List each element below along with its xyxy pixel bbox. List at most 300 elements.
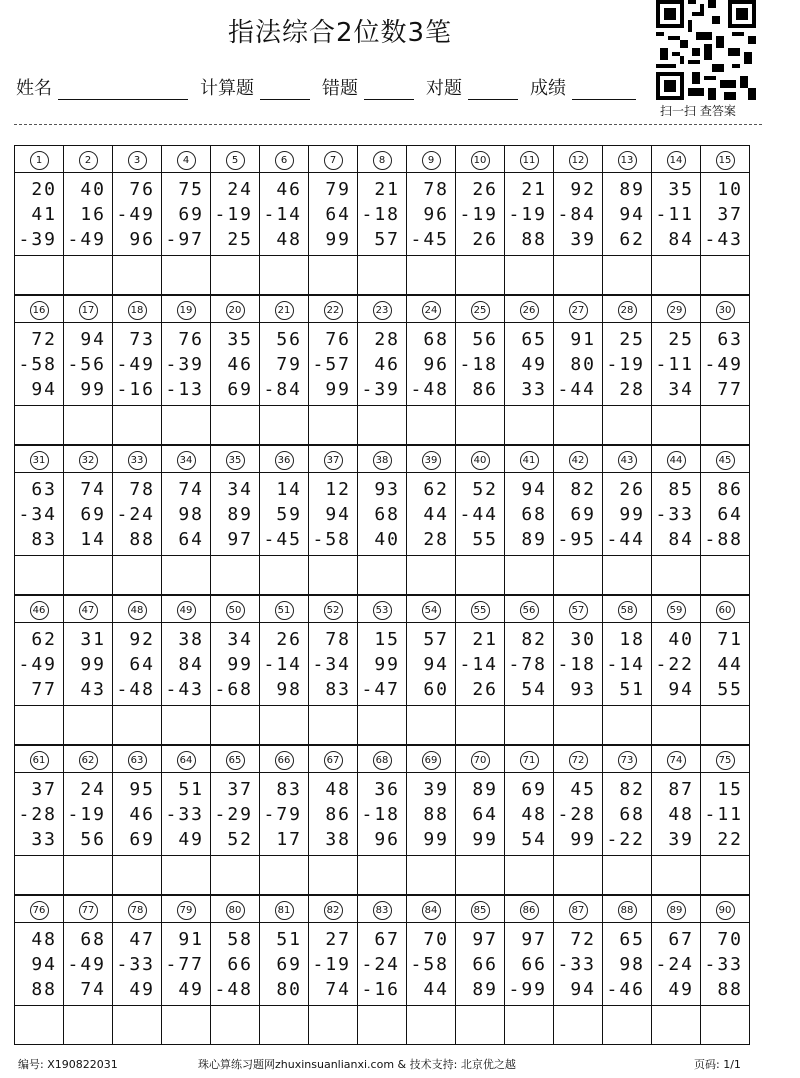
addend: 51 [276, 929, 302, 950]
problem-number-cell [701, 896, 750, 923]
answer-cell[interactable] [554, 556, 603, 595]
addend: 89 [619, 179, 645, 200]
answer-cell[interactable] [309, 406, 358, 445]
addend: 52 [227, 829, 253, 850]
problem-cell [15, 923, 64, 1006]
addend: 78 [325, 629, 351, 650]
problem-cell [652, 773, 701, 856]
addend: -99 [508, 979, 547, 1000]
problem-number: 44 [667, 451, 686, 470]
addend: 48 [668, 804, 694, 825]
problem-cell [652, 473, 701, 556]
answer-cell[interactable] [505, 406, 554, 445]
answer-cell[interactable] [407, 256, 456, 295]
answer-cell[interactable] [15, 706, 64, 745]
addend: 49 [129, 979, 155, 1000]
addend: -24 [361, 954, 400, 975]
problem-number: 13 [618, 151, 637, 170]
addend: 80 [570, 354, 596, 375]
addend: 24 [227, 179, 253, 200]
footer-id: 编号: X190822031 [18, 1058, 118, 1071]
problem-cell [162, 623, 211, 706]
addend: 15 [374, 629, 400, 650]
problem-number-cell [407, 146, 456, 173]
answer-cell[interactable] [407, 706, 456, 745]
addend: 94 [325, 504, 351, 525]
addend: 15 [717, 779, 743, 800]
problem-number-cell [456, 296, 505, 323]
addend: 25 [668, 329, 694, 350]
addend: 86 [325, 804, 351, 825]
addend: -34 [312, 654, 351, 675]
answer-cell[interactable] [603, 556, 652, 595]
problem-cell [64, 173, 113, 256]
answer-cell[interactable] [456, 556, 505, 595]
answer-cell[interactable] [603, 1006, 652, 1045]
addend: 69 [80, 504, 106, 525]
answer-cell[interactable] [652, 406, 701, 445]
addend: -57 [312, 354, 351, 375]
addend: -97 [165, 229, 204, 250]
answer-cell[interactable] [162, 856, 211, 895]
answer-cell[interactable] [652, 1006, 701, 1045]
answer-cell[interactable] [456, 406, 505, 445]
answer-cell[interactable] [701, 406, 750, 445]
problem-number: 70 [471, 751, 490, 770]
problem-number-cell [162, 596, 211, 623]
problem-cell [113, 923, 162, 1006]
problem-cell [505, 773, 554, 856]
addend: 71 [717, 629, 743, 650]
problem-number-cell [113, 746, 162, 773]
answer-cell[interactable] [407, 556, 456, 595]
addend: 97 [227, 529, 253, 550]
answer-cell[interactable] [358, 406, 407, 445]
problem-number: 33 [128, 451, 147, 470]
answer-cell[interactable] [260, 256, 309, 295]
addend: 79 [276, 354, 302, 375]
addend: -79 [263, 804, 302, 825]
problem-number: 72 [569, 751, 588, 770]
problem-number-cell [407, 596, 456, 623]
problem-cell [603, 773, 652, 856]
problem-number: 14 [667, 151, 686, 170]
footer-site: 珠心算练习题网zhuxinsuanlianxi.com & 技术支持: 北京优之越 [198, 1058, 516, 1071]
answer-cell[interactable] [505, 256, 554, 295]
addend: -39 [18, 229, 57, 250]
addend: 76 [129, 179, 155, 200]
answer-cell[interactable] [554, 406, 603, 445]
answer-cell[interactable] [701, 706, 750, 745]
problem-number: 38 [373, 451, 392, 470]
problem-cell [309, 773, 358, 856]
problem-number-cell [652, 896, 701, 923]
answer-cell[interactable] [211, 706, 260, 745]
addend: 12 [325, 479, 351, 500]
answer-cell[interactable] [701, 256, 750, 295]
problem-number-cell [113, 446, 162, 473]
addend: 43 [80, 679, 106, 700]
answer-cell[interactable] [309, 1006, 358, 1045]
problem-number-cell [554, 446, 603, 473]
answer-cell[interactable] [113, 1006, 162, 1045]
answer-cell[interactable] [309, 556, 358, 595]
answer-cell[interactable] [15, 406, 64, 445]
addend: 34 [668, 379, 694, 400]
problem-cell [113, 173, 162, 256]
addend: 99 [374, 654, 400, 675]
answer-cell[interactable] [358, 856, 407, 895]
answer-cell[interactable] [603, 406, 652, 445]
answer-cell[interactable] [113, 856, 162, 895]
answer-cell[interactable] [554, 256, 603, 295]
problem-number: 48 [128, 601, 147, 620]
answer-cell[interactable] [456, 856, 505, 895]
problem-cell [15, 623, 64, 706]
addend: 99 [80, 379, 106, 400]
answer-cell[interactable] [407, 406, 456, 445]
problem-number-cell [211, 446, 260, 473]
problem-number: 62 [79, 751, 98, 770]
addend: 66 [227, 954, 253, 975]
problem-number-cell [260, 896, 309, 923]
answer-cell[interactable] [260, 406, 309, 445]
problem-number-cell [15, 296, 64, 323]
problem-number-cell [358, 596, 407, 623]
answer-cell[interactable] [358, 556, 407, 595]
problem-number-cell [407, 296, 456, 323]
problem-cell [456, 623, 505, 706]
answer-cell[interactable] [211, 556, 260, 595]
addend: 72 [31, 329, 57, 350]
problem-cell [407, 173, 456, 256]
addend: -28 [18, 804, 57, 825]
problem-number: 50 [226, 601, 245, 620]
problem-number-cell [260, 146, 309, 173]
field-blank[interactable] [364, 77, 414, 100]
answer-cell[interactable] [113, 406, 162, 445]
addend: -49 [18, 654, 57, 675]
problem-number-cell [505, 296, 554, 323]
answer-cell[interactable] [701, 556, 750, 595]
problem-number: 51 [275, 601, 294, 620]
field-blank[interactable] [260, 77, 310, 100]
problem-number-cell [309, 296, 358, 323]
addend: 80 [276, 979, 302, 1000]
problem-number: 59 [667, 601, 686, 620]
problem-number: 65 [226, 751, 245, 770]
answer-cell[interactable] [260, 556, 309, 595]
answer-cell[interactable] [211, 1006, 260, 1045]
addend: -49 [116, 354, 155, 375]
problem-cell [64, 923, 113, 1006]
addend: 56 [472, 329, 498, 350]
addend: 94 [521, 479, 547, 500]
problem-number: 8 [373, 151, 392, 170]
problem-number: 34 [177, 451, 196, 470]
problem-cell [64, 773, 113, 856]
answer-cell[interactable] [701, 1006, 750, 1045]
answer-cell[interactable] [309, 856, 358, 895]
answer-cell[interactable] [260, 706, 309, 745]
answer-cell[interactable] [505, 856, 554, 895]
problem-cell [652, 323, 701, 406]
addend: 84 [668, 229, 694, 250]
field-blank[interactable] [468, 77, 518, 100]
addend: 49 [521, 354, 547, 375]
answer-cell[interactable] [554, 856, 603, 895]
problem-number: 10 [471, 151, 490, 170]
answer-cell[interactable] [162, 706, 211, 745]
addend: 94 [668, 679, 694, 700]
answer-cell[interactable] [64, 256, 113, 295]
addend: 37 [227, 779, 253, 800]
problem-number: 55 [471, 601, 490, 620]
addend: 67 [374, 929, 400, 950]
addend: 94 [80, 329, 106, 350]
addend: 68 [521, 504, 547, 525]
answer-cell[interactable] [407, 1006, 456, 1045]
addend: -24 [116, 504, 155, 525]
answer-cell[interactable] [211, 406, 260, 445]
problem-number: 53 [373, 601, 392, 620]
answer-cell[interactable] [456, 706, 505, 745]
problem-number-cell [260, 296, 309, 323]
addend: 46 [276, 179, 302, 200]
problem-cell [652, 923, 701, 1006]
answer-cell[interactable] [652, 556, 701, 595]
addend: -58 [18, 354, 57, 375]
addend: 26 [276, 629, 302, 650]
addend: 99 [472, 829, 498, 850]
answer-cell[interactable] [162, 256, 211, 295]
addend: 96 [374, 829, 400, 850]
problem-number: 77 [79, 901, 98, 920]
addend: 36 [374, 779, 400, 800]
answer-cell[interactable] [64, 556, 113, 595]
problem-number-cell [64, 596, 113, 623]
problem-number: 31 [30, 451, 49, 470]
addend: 64 [472, 804, 498, 825]
problem-cell [407, 323, 456, 406]
addend: -46 [606, 979, 645, 1000]
answer-cell[interactable] [407, 856, 456, 895]
field-blank[interactable] [58, 77, 188, 100]
answer-cell[interactable] [701, 856, 750, 895]
problem-number: 17 [79, 301, 98, 320]
problem-cell [260, 623, 309, 706]
addend: -11 [655, 204, 694, 225]
answer-cell[interactable] [64, 706, 113, 745]
answer-cell[interactable] [505, 556, 554, 595]
answer-cell[interactable] [358, 256, 407, 295]
addend: 21 [374, 179, 400, 200]
answer-cell[interactable] [64, 856, 113, 895]
addend: -58 [410, 954, 449, 975]
addend: -49 [116, 204, 155, 225]
problem-number-cell [211, 146, 260, 173]
problem-number-cell [211, 896, 260, 923]
problem-number: 4 [177, 151, 196, 170]
addend: 99 [570, 829, 596, 850]
answer-cell[interactable] [15, 256, 64, 295]
problem-number: 12 [569, 151, 588, 170]
addend: -45 [263, 529, 302, 550]
addend: -18 [361, 204, 400, 225]
field-label: 计算题 [200, 78, 254, 99]
problem-number: 49 [177, 601, 196, 620]
addend: 82 [619, 779, 645, 800]
addend: 44 [717, 654, 743, 675]
addend: 96 [129, 229, 155, 250]
answer-cell[interactable] [505, 1006, 554, 1045]
answer-cell[interactable] [505, 706, 554, 745]
problem-cell [162, 323, 211, 406]
problem-cell [554, 623, 603, 706]
cut-line [14, 124, 762, 125]
addend: 33 [521, 379, 547, 400]
answer-cell[interactable] [15, 556, 64, 595]
problem-number-cell [15, 746, 64, 773]
answer-cell[interactable] [113, 706, 162, 745]
problem-number-cell [603, 146, 652, 173]
addend: 86 [472, 379, 498, 400]
addend: -19 [459, 204, 498, 225]
field-label: 成绩 [530, 78, 566, 99]
answer-cell[interactable] [554, 1006, 603, 1045]
addend: 64 [717, 504, 743, 525]
problem-cell [358, 623, 407, 706]
addend: 55 [717, 679, 743, 700]
addend: 89 [472, 979, 498, 1000]
addend: 49 [178, 829, 204, 850]
addend: 39 [668, 829, 694, 850]
answer-cell[interactable] [309, 706, 358, 745]
answer-cell[interactable] [554, 706, 603, 745]
problem-number-cell [456, 446, 505, 473]
answer-cell[interactable] [113, 556, 162, 595]
answer-cell[interactable] [456, 256, 505, 295]
answer-cell[interactable] [162, 1006, 211, 1045]
answer-cell[interactable] [260, 856, 309, 895]
addend: 79 [325, 179, 351, 200]
answer-cell[interactable] [652, 856, 701, 895]
answer-cell[interactable] [162, 556, 211, 595]
addend: 24 [80, 779, 106, 800]
addend: -49 [67, 954, 106, 975]
answer-cell[interactable] [603, 856, 652, 895]
problem-cell [309, 173, 358, 256]
addend: -45 [410, 229, 449, 250]
addend: 93 [374, 479, 400, 500]
problem-number-cell [603, 596, 652, 623]
addend: 58 [227, 929, 253, 950]
problem-number-cell [113, 896, 162, 923]
answer-cell[interactable] [603, 256, 652, 295]
addend: -19 [606, 354, 645, 375]
problem-cell [162, 173, 211, 256]
problem-cell [701, 773, 750, 856]
answer-cell[interactable] [211, 856, 260, 895]
answer-cell[interactable] [15, 1006, 64, 1045]
addend: 83 [276, 779, 302, 800]
problem-cell [505, 173, 554, 256]
addend: -19 [67, 804, 106, 825]
footer-page: 页码: 1/1 [694, 1058, 741, 1071]
problem-number: 86 [520, 901, 539, 920]
answer-cell[interactable] [211, 256, 260, 295]
problem-number: 28 [618, 301, 637, 320]
answer-cell[interactable] [309, 256, 358, 295]
answer-cell[interactable] [652, 706, 701, 745]
problem-number-cell [456, 596, 505, 623]
addend: -19 [214, 204, 253, 225]
addend: 98 [276, 679, 302, 700]
answer-cell[interactable] [113, 256, 162, 295]
answer-cell[interactable] [260, 1006, 309, 1045]
addend: 55 [472, 529, 498, 550]
addend: 51 [178, 779, 204, 800]
problem-number: 46 [30, 601, 49, 620]
problem-cell [162, 473, 211, 556]
addend: 52 [472, 479, 498, 500]
addend: 62 [619, 229, 645, 250]
problem-number-cell [407, 746, 456, 773]
answer-cell[interactable] [162, 406, 211, 445]
problem-block [14, 445, 750, 595]
addend: 59 [276, 504, 302, 525]
answer-cell[interactable] [603, 706, 652, 745]
addend: 37 [717, 204, 743, 225]
addend: 88 [423, 804, 449, 825]
problem-number: 75 [716, 751, 735, 770]
addend: 66 [521, 954, 547, 975]
problem-cell [358, 173, 407, 256]
problem-cell [211, 773, 260, 856]
addend: 83 [31, 529, 57, 550]
problem-block [14, 895, 750, 1045]
addend: 70 [717, 929, 743, 950]
addend: 49 [668, 979, 694, 1000]
addend: 48 [325, 779, 351, 800]
answer-cell[interactable] [652, 256, 701, 295]
answer-cell[interactable] [64, 1006, 113, 1045]
addend: 93 [570, 679, 596, 700]
addend: 48 [521, 804, 547, 825]
addend: -88 [704, 529, 743, 550]
answer-cell[interactable] [456, 1006, 505, 1045]
problem-cell [456, 323, 505, 406]
problem-number: 82 [324, 901, 343, 920]
problem-number: 40 [471, 451, 490, 470]
addend: 74 [80, 479, 106, 500]
problem-number-cell [652, 746, 701, 773]
problem-number: 60 [716, 601, 735, 620]
addend: 28 [619, 379, 645, 400]
answer-cell[interactable] [358, 1006, 407, 1045]
field-blank[interactable] [572, 77, 636, 100]
answer-cell[interactable] [15, 856, 64, 895]
addend: 46 [129, 804, 155, 825]
problem-cell [309, 623, 358, 706]
problem-cell [701, 623, 750, 706]
answer-cell[interactable] [64, 406, 113, 445]
addend: 74 [325, 979, 351, 1000]
problem-number: 42 [569, 451, 588, 470]
addend: 65 [619, 929, 645, 950]
answer-cell[interactable] [358, 706, 407, 745]
addend: 91 [570, 329, 596, 350]
